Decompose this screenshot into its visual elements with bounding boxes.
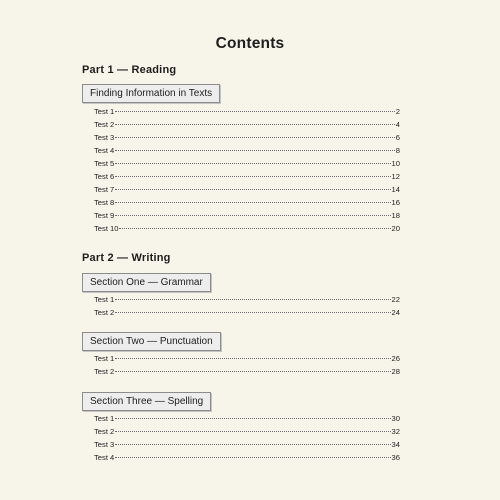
toc-entry-label: Test 10 xyxy=(94,224,119,233)
toc-entry-label: Test 2 xyxy=(94,367,115,376)
dot-leader xyxy=(115,111,395,112)
toc-entry-label: Test 3 xyxy=(94,133,115,142)
toc-entry-label: Test 3 xyxy=(94,440,115,449)
toc-entry-label: Test 7 xyxy=(94,185,115,194)
toc-list xyxy=(94,412,400,464)
dot-leader xyxy=(119,228,390,229)
toc-entry[interactable] xyxy=(94,144,400,157)
toc-entry-label: Test 2 xyxy=(94,120,115,129)
toc-entry-page: 26 xyxy=(391,354,400,363)
toc-entry-label: Test 1 xyxy=(94,107,115,116)
toc-list xyxy=(94,352,400,378)
toc-entry[interactable] xyxy=(94,157,400,170)
toc-entry[interactable] xyxy=(94,306,400,319)
toc-entry-page: 14 xyxy=(391,185,400,194)
section-heading: Section Three — Spelling xyxy=(82,392,211,411)
dot-leader xyxy=(115,163,390,164)
toc-entry[interactable] xyxy=(94,293,400,306)
toc-entry[interactable] xyxy=(94,105,400,118)
dot-leader xyxy=(115,418,390,419)
toc-entry-page: 16 xyxy=(391,198,400,207)
toc-entry-label: Test 4 xyxy=(94,453,115,462)
part-heading: Part 2 — Writing xyxy=(82,252,171,264)
part-heading: Part 1 — Reading xyxy=(82,64,177,76)
toc-entry-page: 6 xyxy=(395,133,400,142)
toc-entry[interactable] xyxy=(94,131,400,144)
page-title: Contents xyxy=(215,35,285,52)
toc-entry-page: 30 xyxy=(391,414,400,423)
dot-leader xyxy=(115,299,390,300)
section-heading: Section Two — Punctuation xyxy=(82,332,221,351)
toc-entry[interactable] xyxy=(94,183,400,196)
dot-leader xyxy=(115,124,395,125)
toc-entry-page: 12 xyxy=(391,172,400,181)
toc-entry-page: 2 xyxy=(395,107,400,116)
toc-entry-label: Test 1 xyxy=(94,295,115,304)
toc-entry-label: Test 8 xyxy=(94,198,115,207)
dot-leader xyxy=(115,444,390,445)
toc-entry[interactable] xyxy=(94,196,400,209)
toc-list xyxy=(94,105,400,235)
toc-entry[interactable] xyxy=(94,209,400,222)
dot-leader xyxy=(115,189,390,190)
toc-entry[interactable] xyxy=(94,425,400,438)
toc-entry-page: 10 xyxy=(391,159,400,168)
toc-entry-label: Test 2 xyxy=(94,308,115,317)
toc-entry-page: 18 xyxy=(391,211,400,220)
dot-leader xyxy=(115,312,390,313)
section-heading: Finding Information in Texts xyxy=(82,84,220,103)
dot-leader xyxy=(115,457,390,458)
dot-leader xyxy=(115,358,390,359)
toc-list xyxy=(94,293,400,319)
toc-entry[interactable] xyxy=(94,451,400,464)
dot-leader xyxy=(115,137,395,138)
toc-entry-page: 4 xyxy=(395,120,400,129)
toc-entry-label: Test 6 xyxy=(94,172,115,181)
toc-entry-page: 34 xyxy=(391,440,400,449)
toc-entry-label: Test 1 xyxy=(94,414,115,423)
toc-entry[interactable] xyxy=(94,118,400,131)
toc-entry[interactable] xyxy=(94,352,400,365)
dot-leader xyxy=(115,150,395,151)
dot-leader xyxy=(115,215,390,216)
toc-entry-page: 28 xyxy=(391,367,400,376)
dot-leader xyxy=(115,202,390,203)
dot-leader xyxy=(115,371,390,372)
section-heading: Section One — Grammar xyxy=(82,273,211,292)
toc-entry-page: 36 xyxy=(391,453,400,462)
toc-entry-page: 20 xyxy=(391,224,400,233)
toc-entry[interactable] xyxy=(94,170,400,183)
toc-entry[interactable] xyxy=(94,365,400,378)
toc-entry-page: 32 xyxy=(391,427,400,436)
toc-entry[interactable] xyxy=(94,412,400,425)
toc-entry-label: Test 9 xyxy=(94,211,115,220)
toc-entry-label: Test 1 xyxy=(94,354,115,363)
toc-entry-page: 22 xyxy=(391,295,400,304)
toc-entry-label: Test 2 xyxy=(94,427,115,436)
toc-entry-label: Test 4 xyxy=(94,146,115,155)
toc-entry-page: 8 xyxy=(395,146,400,155)
toc-entry[interactable] xyxy=(94,222,400,235)
dot-leader xyxy=(115,431,390,432)
toc-entry-page: 24 xyxy=(391,308,400,317)
dot-leader xyxy=(115,176,390,177)
toc-entry-label: Test 5 xyxy=(94,159,115,168)
toc-entry[interactable] xyxy=(94,438,400,451)
